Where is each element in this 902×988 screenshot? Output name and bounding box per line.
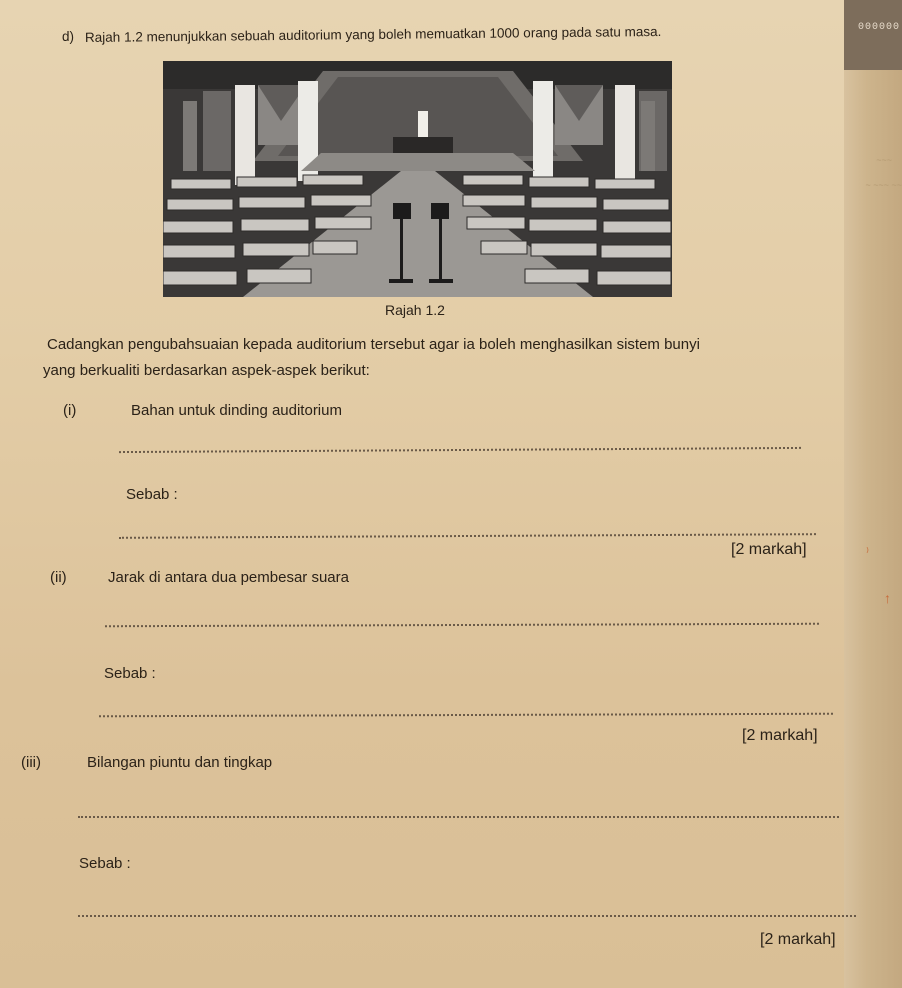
item-number: (ii) — [50, 569, 67, 586]
answer-line[interactable] — [105, 623, 819, 627]
reason-label: Sebab : — [79, 855, 131, 872]
auditorium-svg — [163, 61, 672, 297]
marks-label: [2 markah] — [760, 931, 836, 948]
reason-answer-line[interactable] — [99, 713, 833, 718]
question-stem: Rajah 1.2 menunjukkan sebuah auditorium yang boleh memuatkan 1000 orang pada satu masa. — [84, 23, 662, 45]
reason-label: Sebab : — [104, 665, 156, 682]
marks-label: [2 markah] — [731, 541, 807, 558]
item-aspect: Bilangan piuntu dan tingkap — [87, 754, 273, 771]
question-part-label: d) — [62, 29, 75, 44]
adjacent-page-edge — [844, 0, 902, 988]
marks-label: [2 markah] — [742, 727, 818, 744]
adjacent-page-faint-text: ~~~ — [876, 155, 892, 165]
item-number: (iii) — [21, 754, 41, 771]
answer-line[interactable] — [119, 447, 801, 453]
item-aspect: Bahan untuk dinding auditorium — [131, 402, 342, 419]
adjacent-page-faint-text-2: ~ ~~~ ~~ — [865, 180, 902, 190]
reason-answer-line[interactable] — [119, 533, 816, 539]
instruction-line-1: Cadangkan pengubahsuaian kepada auditorium tersebut agar ia boleh menghasilkan sistem bunyi — [47, 336, 700, 353]
auditorium-illustration — [163, 61, 672, 297]
reason-label: Sebab : — [126, 486, 178, 503]
instruction-line-2: yang berkualiti berdasarkan aspek-aspek berikut: — [43, 362, 370, 379]
adjacent-page-code: 000000 — [857, 22, 900, 33]
item-aspect: Jarak di antara dua pembesar suara — [108, 569, 349, 586]
reason-answer-line[interactable] — [78, 915, 856, 917]
figure-caption: Rajah 1.2 — [385, 302, 445, 318]
pen-mark: ⁾ — [866, 545, 869, 559]
pen-mark-2: ↑ — [884, 590, 891, 606]
answer-line[interactable] — [78, 816, 839, 818]
adjacent-page-header — [844, 0, 902, 70]
item-number: (i) — [63, 402, 77, 419]
